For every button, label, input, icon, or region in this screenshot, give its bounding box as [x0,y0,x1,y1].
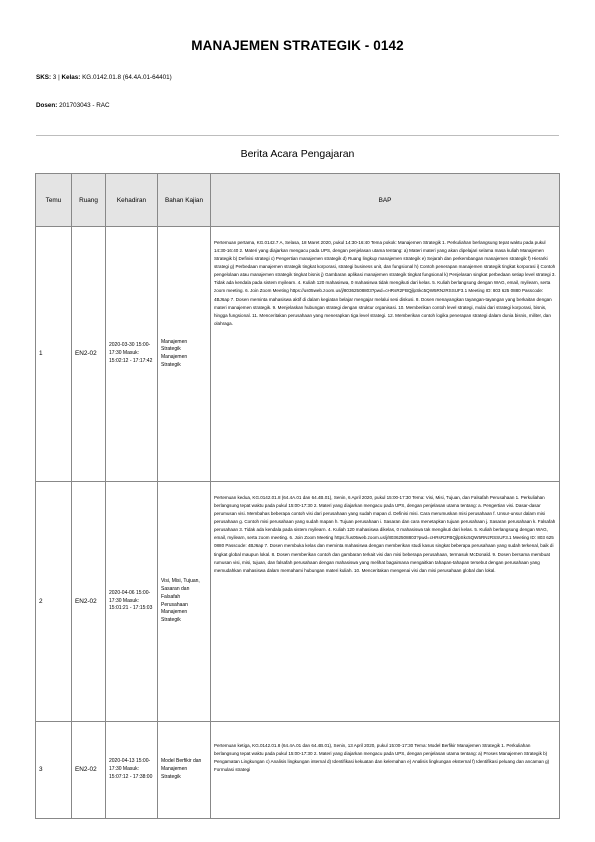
kelas-label: Kelas: [61,74,81,81]
cell-ruang: EN2-02 [72,227,106,482]
header-temu: Temu [36,174,72,227]
cell-temu: 3 [36,722,72,819]
class-info-line [36,74,172,81]
table-row [36,227,560,482]
cell-temu: 1 [36,227,72,482]
header-kehadiran: Kehadiran [106,174,158,227]
cell-bahan-kajian: Model Berfikir dan Manajemen Strategik [158,722,211,819]
cell-bahan-kajian: Visi, Misi, Tujuan, Sasaran dan Falsafah Perusahaan Manajemen Strategik [158,482,211,722]
header-bap: BAP [211,174,560,227]
section-title: Berita Acara Pengajaran [240,148,355,160]
divider [36,135,559,136]
document-title: MANAJEMEN STRATEGIK - 0142 [191,38,404,53]
meta-separator: | [58,74,60,81]
cell-kehadiran: 2020-04-13 15:00-17:30 Masuk: 15:07:12 - 17:38:00 [106,722,158,819]
dosen-value: 201703043 - RAC [59,102,110,109]
teaching-record-table [35,173,560,819]
sks-label: SKS: [36,74,52,81]
cell-bap: Pertemuan kedua, KG.0142.01.8 (64.4A.01 dan 64.4B.01), Senin, 6 April 2020, pukul 15:00-17:30 Tema: Visi, Misi, Tujuan, dan Falsafah Perusahaan 1. Perkuliahan berlangsung tepat waktu pada pukul 15:00-17:30 2. Materi yang diajarkan mengacu pada UPS, dengan penjelasan utama tentang: a. Pengertian visi. Dasar-dasar perumusan visi. Membahas beberapa contoh visi dari perusahaan yang sudah mapan d. Definisi misi. Cara merumuskan misi perusahaan f. Unsur-unsur dalam misi perusahaan g. Contoh misi perusahaan yang sudah mapan h. Tujuan perusahaan i. Sasaran dan cara menetapkan tujuan perusahaan j. Sasaran perusahaan k. Falsafah perusahaan 3. Tidak ada kendala pada sistem myilearn. 4. Kuliah 120 mahasiswa dikelas, 0 mahasiswa tak mengikuti dari kelas. 5. Kuliah berlangsung dengan WAG, email, myilearn, serta zoom meeting. 6. Join Zoom Meeting https://us05web.zoom.us/j/80362508803?pwd=cHRsR2FBQjlpSkc5QW5RNzRSSUF3.1 Meeting ID: 803 625 0880 Passcode: 4BJ6ap 7. Dosen membuka kelas dan meminta mahasiswa dengan memberikan studi kasus singkat beberapa perusahaan yang sudah terkenal, baik di tingkat global maupun lokal. 8. Dosen memberikan contoh dan gambaran terkait visi dan misi beberapa perusahaan, termasuk McDonald. 9. Dosen bersama membuat rumusan visi, misi, tujuan, dan falsafah perusahaan dengan mahasiswa yang melihat bagaimana mengaitkan tahapan-tahapan tersebut dengan perusahaan yang memudahkan mahasiswa dalam memahami hubungan materi kuliah. 10. Menceritakan mengenai visi dan misi perusahaan global dan lokal. [211,482,560,722]
header-bahan-kajian: Bahan Kajian [158,174,211,227]
cell-ruang: EN2-02 [72,722,106,819]
header-ruang: Ruang [72,174,106,227]
table-row [36,722,560,819]
cell-bahan-kajian: Manajemen Strategik Manajemen Strategik [158,227,211,482]
table-header-row [36,174,560,227]
dosen-label: Dosen: [36,102,58,109]
cell-kehadiran: 2020-04-06 15:00-17:30 Masuk: 15:01:21 - 17:15:03 [106,482,158,722]
table-row [36,482,560,722]
cell-bap: Pertemuan pertama, KG.0142.7 A, Selasa, 18 Maret 2020, pukul 14:30-16:40 Tema pokok: Manajemen Strategik 1. Perkuliahan berlangsung tepat waktu pada pukul 14:30-16:40 2. Materi yang diajarkan mengacu pada UPS, dengan penjelasan utama tentang: a) Materi materi yang akan dipelajari selama masa kuliah Manajemen Strategik b) Definisi strategi c) Pengertian manajemen strategik d) Ruang lingkup manajemen strategik e) Sejarah dan perkembangan manajemen strategik f) Hierarki strategi g) Perbedaan manajemen strategik tingkat korporasi, strategi business unit, dan fungsional h) Contoh penerapan manajemen strategik tingkat korporasi i) Contoh pengelolaan atau manajemen strategik tingkat bisnis j) Gambaran aplikasi manajemen strategik tingkat fungsional k) Penjelasan singkat perbedaan setiap level strategi 3. Tidak ada kendala pada sistem myilearn. 4. Kuliah 120 mahasiswa, 0 mahasiswa tidak mengikuti dari kelas. 5. Kuliah berlangsung dengan WAG, email, myilearn, serta zoom meeting. 6. Join Zoom Meeting https://us05web.zoom.us/j/80362508803?pwd=cHRsR2FBQjlpSkc5QW5RNzRSSUF3.1 Meeting ID: 803 625 0880 Passcode: 4BJ6ap 7. Dosen meminta mahasiswa aktif di dalam kegiatan belajar mengajar melalui sesi diskusi. 8. Dosen menayangkan tayangan-tayangan yang berkaitan dengan materi manajemen strategik. 9. Menjelaskan hubungan strategi dengan struktur organisasi. 10. Memberikan contoh level strategi, mulai dari strategi korporasi, bisnis, hingga fungsional. 11. Menceritakan perusahaan yang menerapkan tiga level strategi. 12. Memberikan contoh logika penerapan strategi dalam dunia bisnis, militer, dan olahraga. [211,227,560,482]
cell-bap: Pertemuan ketiga, KG.0142.01.8 (64.4A.01 dan 64.4B.01), Senin, 13 April 2020, pukul 15:00-17:30 Tema: Model Berfikir Manajemen Strategik 1. Perkuliahan berlangsung tepat waktu pada pukul 15:00-17:30 2. Materi yang diajarkan mengacu pada UPS, dengan penjelasan utama tentang: a) Proses Manajemen Strategik b) Pengamatan Lingkungan c) Analisis lingkungan internal d) Identifikasi kekuatan dan kelemahan e) Analisis lingkungan eksternal f) Identifikasi peluang dan ancaman g) Formulasi strategi [211,722,560,819]
cell-temu: 2 [36,482,72,722]
kelas-value: KG.0142.01.8 (64.4A.01-64401) [82,74,172,81]
sks-value: 3 [52,74,57,81]
cell-kehadiran: 2020-03-30 15:00-17:30 Masuk: 15:02:12 - 17:17:42 [106,227,158,482]
lecturer-info-line [36,102,110,109]
cell-ruang: EN2-02 [72,482,106,722]
